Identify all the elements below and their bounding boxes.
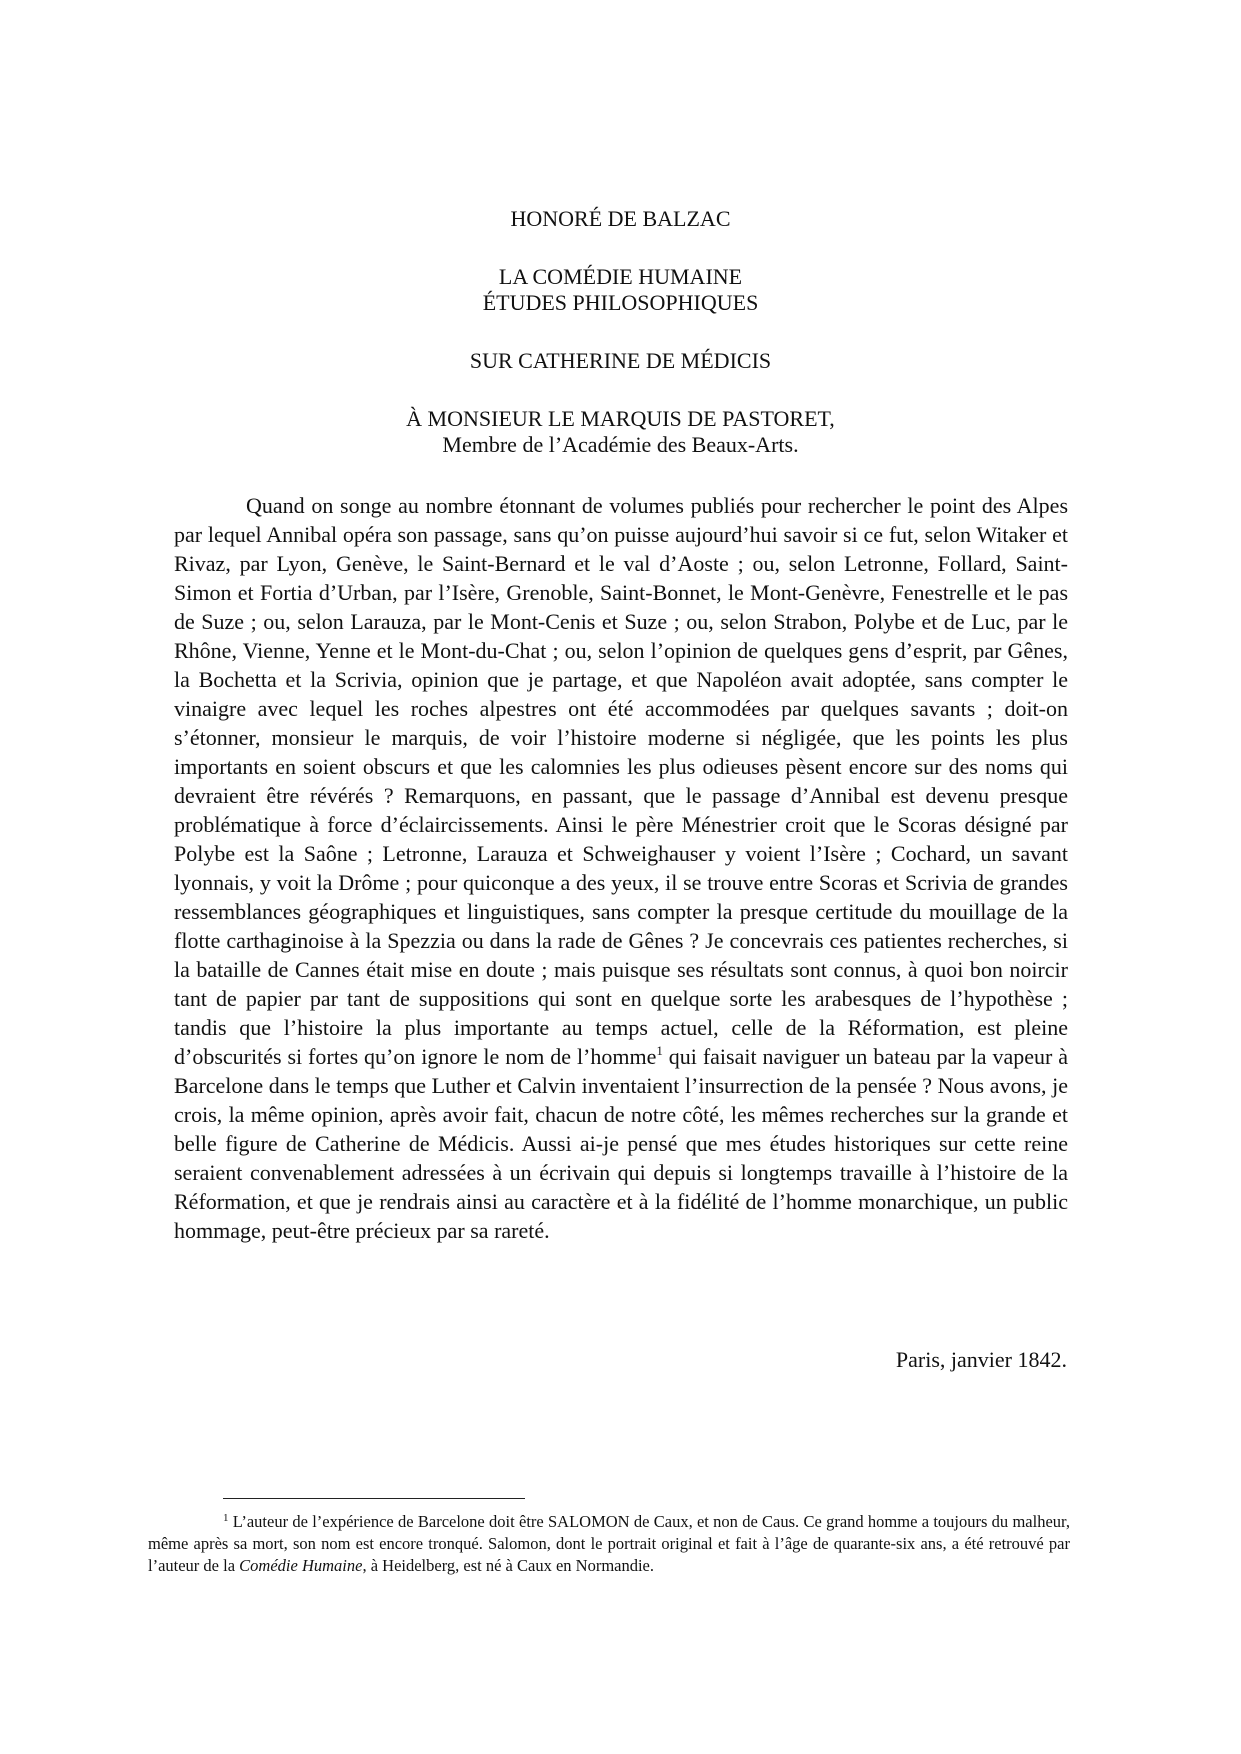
footnote-paragraph — [148, 1511, 1070, 1577]
footnote-separator — [223, 1498, 525, 1499]
dedication-body — [174, 491, 1068, 1245]
work-title: SUR CATHERINE DE MÉDICIS — [469, 348, 772, 373]
dedication-recipient-title: Membre de l’Académie des Beaux-Arts. — [442, 432, 799, 457]
dedication-paragraph — [174, 491, 1068, 1245]
series-subtitle: ÉTUDES PHILOSOPHIQUES — [482, 290, 759, 315]
paragraph-text-part2: qui faisait naviguer un bateau par la vapeur à Barcelone dans le temps que Luther et Calvin inventaient l’insurrection de la pensée ? Nous avons, je crois, la même opinion, après avoir fait, chacun de notre côté, les mêmes recherches sur la grande et belle figure de Catherine de Médicis. Aussi ai-je pensé que mes études historiques sur cette reine seraient convenablement adressées à un écrivain qui depuis si longtemps travaille à l’histoire de la Réformation, et que je rendrais ainsi au caractère et à la fidélité de l’homme monarchique, un public hommage, peut-être précieux par sa rareté. — [174, 1044, 1068, 1243]
footnote-work-title: Comédie Humaine — [239, 1556, 363, 1575]
dedication-recipient: À MONSIEUR LE MARQUIS DE PASTORET, — [406, 406, 835, 431]
series-title: LA COMÉDIE HUMAINE — [498, 264, 743, 289]
footnote — [148, 1511, 1070, 1577]
place-date: Paris, janvier 1842. — [895, 1347, 1067, 1372]
author-name: HONORÉ DE BALZAC — [510, 206, 731, 231]
footnote-text-part2: , à Heidelberg, est né à Caux en Normandie. — [362, 1556, 655, 1575]
footnote-text-part1: L’auteur de l’expérience de Barcelone doit être SALOMON de Caux, et non de Caus. Ce grand homme a toujours du malheur, même après sa mort, son nom est encore tronqué. Salomon, dont le portrait original et fait à l’âge de quarante-six ans, a été retrouvé par l’auteur de la — [148, 1512, 1070, 1575]
footnote-number: 1 — [223, 1512, 229, 1524]
footnote-reference: 1 — [656, 1043, 663, 1058]
paragraph-text-part1: Quand on songe au nombre étonnant de volumes publiés pour rechercher le point des Alpes par lequel Annibal opéra son passage, sans qu’on puisse aujourd’hui savoir si ce fut, selon Witaker et Rivaz, par Lyon, Genève, le Saint-Bernard et le val d’Aoste ; ou, selon Letronne, Follard, Saint-Simon et Fortia d’Urban, par l’Isère, Grenoble, Saint-Bonnet, le Mont-Genèvre, Fenestrelle et le pas de Suze ; ou, selon Larauza, par le Mont-Cenis et Suze ; ou, selon Strabon, Polybe et de Luc, par le Rhône, Vienne, Yenne et le Mont-du-Chat ; ou, selon l’opinion de quelques gens d’esprit, par Gênes, la Bochetta et la Scrivia, opinion que je partage, et que Napoléon avait adoptée, sans compter le vinaigre avec lequel les roches alpestres ont été accommodées par quelques savants ; doit-on s’étonner, monsieur le marquis, de voir l’histoire moderne si négligée, que les points les plus importants en soient obscurs et que les calomnies les plus odieuses pèsent encore sur des noms qui devraient être révérés ? Remarquons, en passant, que le passage d’Annibal est devenu presque problématique à force d’éclaircissements. Ainsi le père Ménestrier croit que le Scoras désigné par Polybe est la Saône ; Letronne, Larauza et Schweighauser y voient l’Isère ; Cochard, un savant lyonnais, y voit la Drôme ; pour quiconque a des yeux, il se trouve entre Scoras et Scrivia de grandes ressemblances géographiques et linguistiques, sans compter la presque certitude du mouillage de la flotte carthaginoise à la Spezzia ou dans la rade de Gênes ? Je concevrais ces patientes recherches, si la bataille de Cannes était mise en doute ; mais puisque ses résultats sont connus, à quoi bon noircir tant de papier par tant de suppositions qui sont en quelque sorte les arabesques de l’hypothèse ; tandis que l’histoire la plus importante au temps actuel, celle de la Réformation, est pleine d’obscurités si fortes qu’on ignore le nom de l’homme — [174, 493, 1068, 1069]
